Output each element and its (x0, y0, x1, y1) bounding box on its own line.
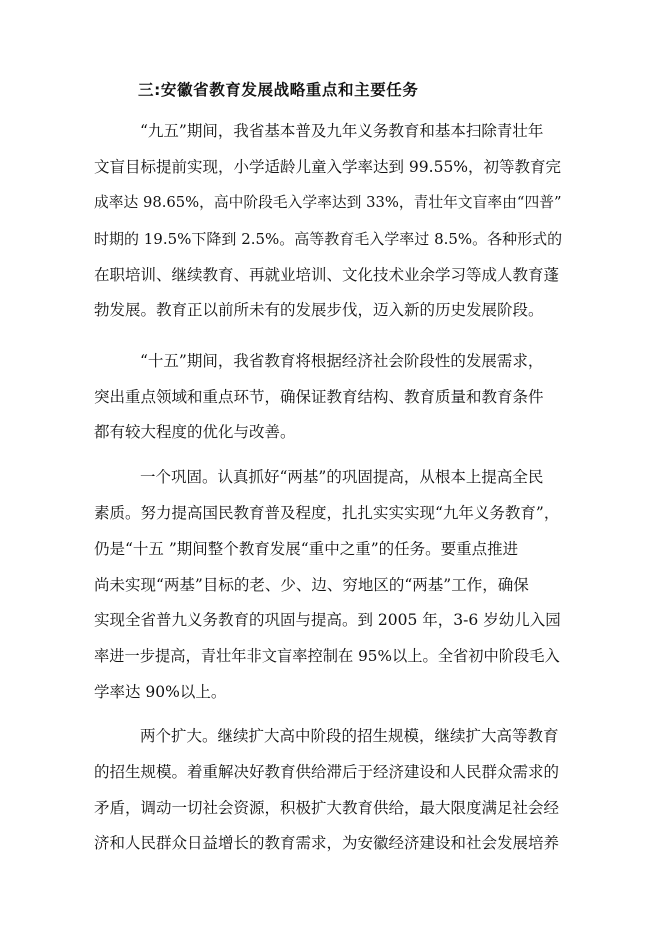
paragraph-3-line: 一个巩固。认真抓好“两基”的巩固提高，从根本上提高全民 (140, 468, 544, 486)
paragraph-3-line: 率进一步提高，青壮年非文盲率控制在 95%以上。全省初中阶段毛入 (94, 647, 560, 665)
paragraph-1-line: 文盲目标提前实现，小学适龄儿童入学率达到 99.55%，初等教育完 (94, 158, 562, 176)
paragraph-1-line: 时期的 19.5%下降到 2.5%。高等教育毛入学率过 8.5%。各种形式的 (94, 230, 563, 248)
paragraph-3-line: 尚未实现“两基”目标的老、少、边、穷地区的“两基”工作，确保 (94, 576, 529, 594)
paragraph-1-line: 成率达 98.65%，高中阶段毛入学率达到 33%，青壮年文盲率由“四普” (94, 194, 562, 211)
paragraph-1-line: 在职培训、继续教育、再就业培训、文化技术业余学习等成人教育蓬 (94, 266, 560, 284)
paragraph-3-line: 仍是“十五 ”期间整个教育发展“重中之重”的任务。要重点推进 (94, 540, 519, 558)
paragraph-3-line: 素质。努力提高国民教育普及程度，扎扎实实实现“九年义务教育”， (94, 504, 560, 522)
paragraph-3-line: 学率达 90%以上。 (94, 683, 227, 701)
paragraph-2-line: 突出重点领域和重点环节，确保证教育结构、教育质量和教育条件 (94, 388, 544, 406)
section-heading: 三:安徽省教育发展战略重点和主要任务 (138, 81, 419, 99)
paragraph-2-line: 都有较大程度的优化与改善。 (94, 423, 296, 441)
paragraph-1-line: 勃发展。教育正以前所未有的发展步伐，迈入新的历史发展阶段。 (94, 301, 544, 319)
paragraph-4-line: 两个扩大。继续扩大高中阶段的招生规模，继续扩大高等教育 (140, 727, 559, 745)
paragraph-4-line: 的招生规模。着重解决好教育供给滞后于经济建设和人民群众需求的 (94, 763, 560, 781)
paragraph-3-line: 实现全省普九义务教育的巩固与提高。到 2005 年，3-6 岁幼儿入园 (94, 611, 561, 629)
paragraph-4-line: 矛盾，调动一切社会资源，积极扩大教育供给，最大限度满足社会经 (94, 799, 560, 817)
paragraph-4-line: 济和人民群众日益增长的教育需求，为安徽经济建设和社会发展培养 (94, 834, 560, 852)
paragraph-2-line: “十五”期间，我省教育将根据经济社会阶段性的发展需求， (140, 352, 544, 370)
paragraph-1-line: “九五”期间，我省基本普及九年义务教育和基本扫除青壮年 (140, 122, 544, 140)
